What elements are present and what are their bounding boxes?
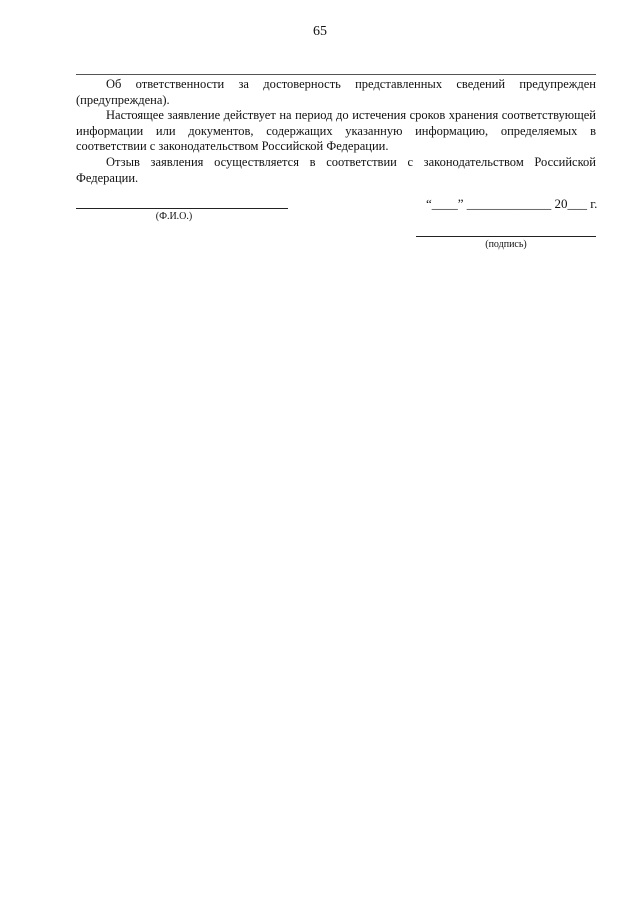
fio-caption: (Ф.И.О.)	[155, 211, 193, 222]
date-line: “____” _____________ 20___ г.	[426, 196, 598, 211]
fio-line	[76, 208, 288, 209]
page-number: 65	[313, 24, 327, 39]
paragraph-responsibility: Об ответственности за достоверность представленных сведений предупрежден (предупреждена).	[76, 77, 596, 107]
top-rule	[76, 74, 596, 75]
paragraph-validity: Настоящее заявление действует на период до истечения сроков хранения соответствующей информации или документов, содержащих указанную информацию, определяемых в соответствии с законодательством Российской Федерации.	[76, 108, 596, 154]
signature-caption: (подпись)	[485, 239, 527, 250]
paragraph-revocation: Отзыв заявления осуществляется в соответствии с законодательством Российской Федерации.	[76, 154, 596, 185]
signature-line	[416, 236, 596, 237]
declaration-text	[76, 77, 596, 186]
